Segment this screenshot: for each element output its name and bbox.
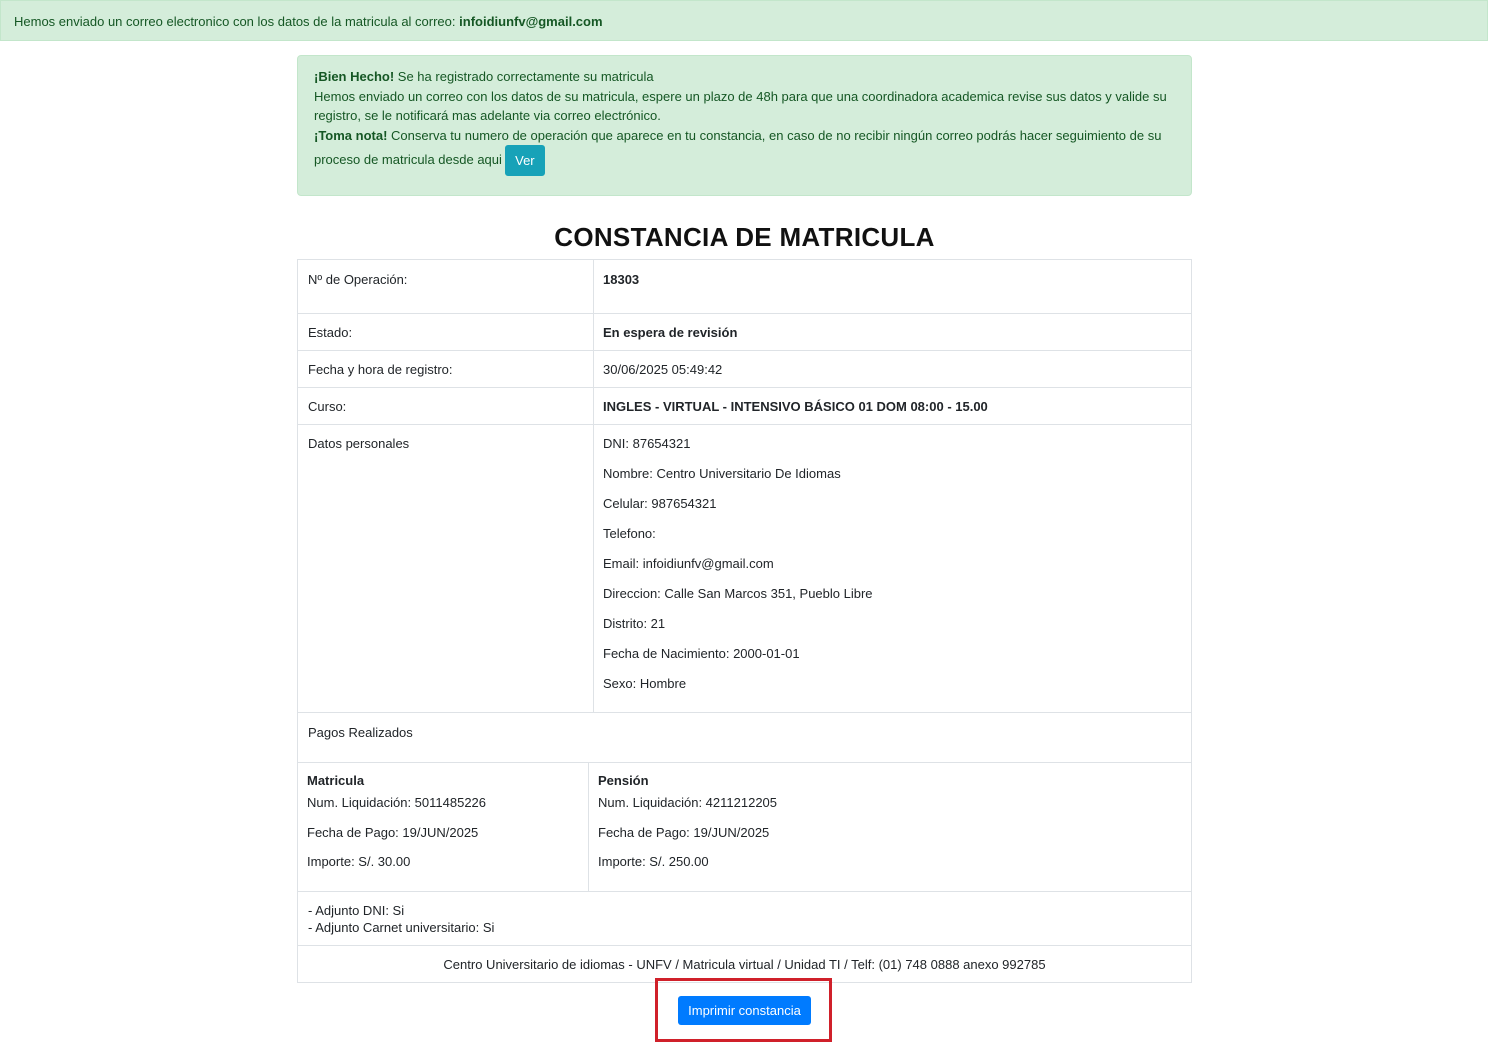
- pago-pension: [598, 763, 1178, 891]
- curso-value: INGLES - VIRTUAL - INTENSIVO BÁSICO 01 DOM 08:00 - 15.00: [603, 399, 988, 414]
- telefono-value: Telefono:: [603, 526, 656, 541]
- email-sent-text: Hemos enviado un correo electronico con los datos de la matricula al correo:: [14, 14, 456, 29]
- footer-text: Centro Universitario de idiomas - UNFV / Matricula virtual / Unidad TI / Telf: (01) 748 0888 anexo 992785: [443, 957, 1046, 972]
- pago-pension-fecha: Fecha de Pago: 19/JUN/2025: [598, 825, 770, 840]
- row-adjuntos: [297, 892, 1192, 946]
- pago-matricula-title: Matricula: [307, 773, 365, 788]
- pago-matricula-liquidacion: Num. Liquidación: 5011485226: [307, 795, 487, 810]
- success-line-3: Conserva tu numero de operación que aparece en tu constancia, en caso de no recibir ningún correo podrás hacer seguimiento de su proceso de matricula desde aqui: [314, 127, 1162, 167]
- adjunto-carnet: - Adjunto Carnet universitario: Si: [308, 920, 495, 935]
- success-line-1: Se ha registrado correctamente su matricula: [397, 69, 654, 84]
- estado-label: Estado:: [308, 325, 353, 340]
- row-estado: [297, 314, 1192, 351]
- fecha-label: Fecha y hora de registro:: [308, 362, 453, 377]
- curso-label: Curso:: [308, 399, 347, 414]
- row-pagos-heading: [297, 713, 1192, 763]
- row-operacion: [297, 260, 1192, 314]
- row-fecha: [297, 351, 1192, 388]
- nombre-value: Nombre: Centro Universitario De Idiomas: [603, 466, 841, 481]
- direccion-value: Direccion: Calle San Marcos 351, Pueblo Libre: [603, 586, 873, 601]
- email-value: Email: infoidiunfv@gmail.com: [603, 556, 774, 571]
- sexo-value: Sexo: Hombre: [603, 676, 687, 691]
- row-datos-personales: [297, 425, 1192, 713]
- datos-personales-heading: Datos personales: [308, 436, 410, 451]
- page-title: CONSTANCIA DE MATRICULA: [554, 222, 935, 252]
- success-alert: [297, 55, 1192, 196]
- distrito-value: Distrito: 21: [603, 616, 666, 631]
- success-line-2: Hemos enviado un correo con los datos de su matricula, espere un plazo de 48h para que una coordinadora academica revise sus datos y valide su registro, se le notificará mas adelante via correo electrónico.: [314, 88, 1167, 123]
- pago-pension-liquidacion: Num. Liquidación: 4211212205: [598, 795, 778, 810]
- email-sent-alert: [0, 0, 1488, 41]
- pago-matricula: [307, 763, 577, 891]
- estado-value: En espera de revisión: [603, 325, 738, 340]
- pago-matricula-importe: Importe: S/. 30.00: [307, 854, 411, 869]
- pago-pension-importe: Importe: S/. 250.00: [598, 854, 709, 869]
- nacimiento-value: Fecha de Nacimiento: 2000-01-01: [603, 646, 800, 661]
- fecha-value: 30/06/2025 05:49:42: [603, 362, 723, 377]
- pago-matricula-fecha: Fecha de Pago: 19/JUN/2025: [307, 825, 479, 840]
- row-pagos: [297, 763, 1192, 892]
- operacion-label: Nº de Operación:: [308, 272, 408, 287]
- row-curso: [297, 388, 1192, 425]
- email-sent-address: infoidiunfv@gmail.com: [459, 14, 603, 29]
- pago-pension-title: Pensión: [598, 773, 649, 788]
- ver-button[interactable]: Ver: [505, 145, 545, 176]
- pagos-heading: Pagos Realizados: [308, 725, 413, 740]
- print-button[interactable]: Imprimir constancia: [678, 996, 811, 1025]
- celular-value: Celular: 987654321: [603, 496, 717, 511]
- operacion-value: 18303: [603, 272, 640, 287]
- dni-value: DNI: 87654321: [603, 436, 691, 451]
- note-bold-title: ¡Toma nota!: [314, 127, 388, 143]
- success-bold-title: ¡Bien Hecho!: [314, 69, 395, 84]
- adjunto-dni: - Adjunto DNI: Si: [308, 903, 405, 918]
